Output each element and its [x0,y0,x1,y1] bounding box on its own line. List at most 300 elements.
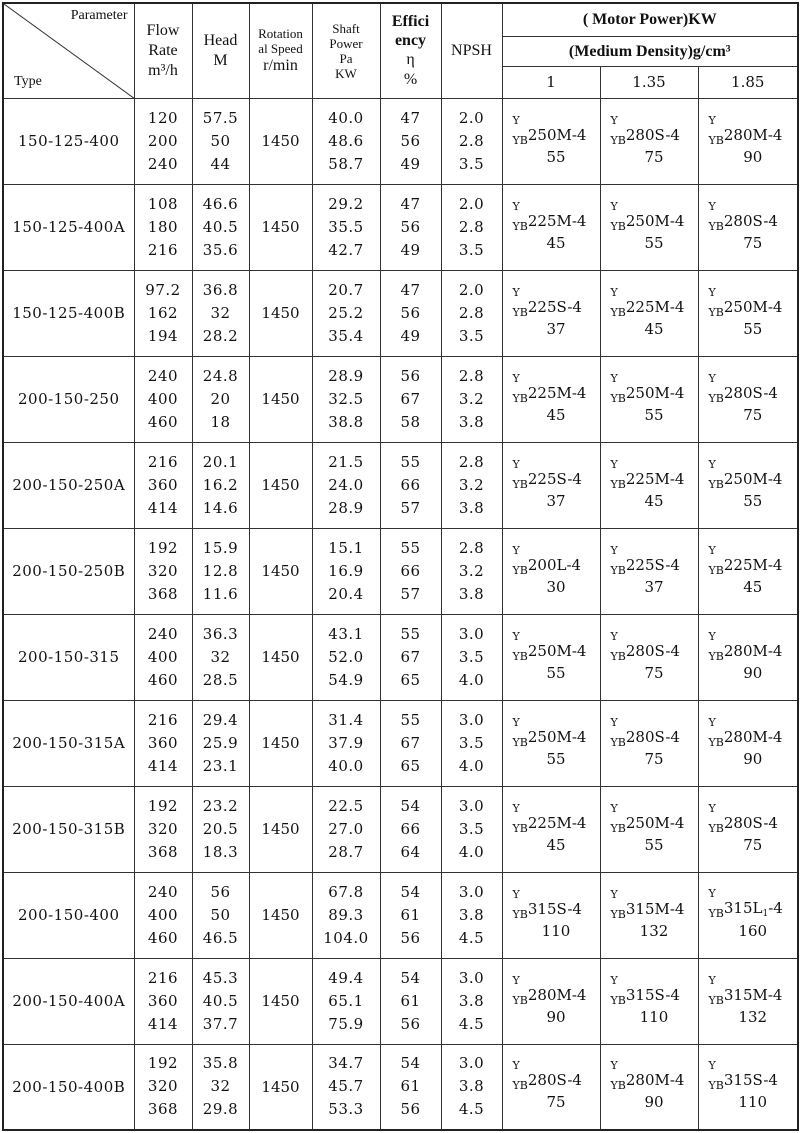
efficiency-cell [380,614,441,700]
motor-power-kw: 55 [644,233,664,252]
head-cell-stack [193,279,249,348]
motor-y-prefix: Y [610,371,618,385]
motor-cell [698,872,798,958]
rotational-speed-cell: 1450 [249,98,312,184]
motor-power-kw: 45 [546,233,566,252]
head-cell-stack [193,623,249,692]
npsh-cell [441,270,502,356]
motor-model: 315M-4 [723,985,783,1004]
flow-rate-cell-value: 192 [147,796,179,815]
efficiency-header-line: η [406,50,415,68]
motor-cell [600,1044,698,1130]
header-corner-cell [3,3,134,98]
motor-yb-prefix: YB [708,391,724,405]
rotational-speed-cell: 1450 [249,270,312,356]
motor-model-line [611,384,685,404]
motor-y-prefix: Y [708,371,716,385]
motor-power-kw: 110 [639,1007,669,1026]
npsh-cell-value: 3.2 [458,389,485,408]
efficiency-cell-stack [381,193,441,262]
flow-rate-cell-value: 460 [147,412,179,431]
npsh-cell [441,98,502,184]
flow-rate-cell-value: 162 [147,303,179,322]
flow-rate-cell-value: 194 [147,326,179,345]
flow-rate-cell [134,356,192,442]
efficiency-cell-value: 61 [400,1077,421,1096]
rotational-speed-header [249,3,312,98]
motor-model-line [709,126,783,146]
shaft-power-cell-value: 52.0 [328,647,364,666]
motor-cell [502,184,600,270]
motor-model-line [513,384,587,404]
motor-model-line [513,556,582,576]
shaft-power-cell-stack [313,451,380,520]
motor-y-prefix: Y [512,801,520,815]
motor-yb-prefix: YB [610,735,626,749]
flow-rate-cell-stack [135,1052,192,1121]
motor-y-prefix: Y [708,113,716,127]
medium-density-header: (Medium Density)g/cm³ [502,36,798,66]
motor-y-prefix: Y [708,801,716,815]
motor-yb-prefix: YB [610,907,626,921]
efficiency-cell-stack [381,537,441,606]
motor-model-line [709,899,783,920]
flow-rate-cell-value: 360 [147,475,179,494]
motor-cell [698,270,798,356]
shaft-power-cell-value: 104.0 [323,928,369,947]
motor-yb-prefix: YB [610,1079,626,1093]
flow-rate-cell-value: 240 [147,366,179,385]
motor-y-prefix: Y [610,285,618,299]
flow-rate-cell [134,442,192,528]
motor-cell [502,270,600,356]
head-cell-value: 18 [210,412,231,431]
efficiency-cell-value: 67 [400,733,421,752]
motor-yb-prefix: YB [512,1079,528,1093]
motor-yb-prefix: YB [708,219,724,233]
motor-model-line [513,298,582,318]
npsh-cell [441,528,502,614]
shaft-power-cell-stack [313,279,380,348]
shaft-power-cell [312,270,380,356]
motor-power-kw: 132 [738,1007,768,1026]
motor-yb-prefix: YB [512,735,528,749]
npsh-cell [441,700,502,786]
motor-power-kw: 110 [541,921,571,940]
rotational-speed-cell: 1450 [249,1044,312,1130]
pump-type-cell: 200-150-400A [3,958,134,1044]
motor-yb-prefix: YB [610,133,626,147]
shaft-power-cell-value: 21.5 [328,452,364,471]
motor-power-kw: 90 [644,1093,664,1112]
motor-cell [600,270,698,356]
motor-yb-prefix: YB [512,305,528,319]
npsh-cell-value: 3.5 [458,326,485,345]
flow-rate-cell-value: 460 [147,670,179,689]
shaft-power-cell [312,700,380,786]
motor-cell [698,528,798,614]
flow-rate-cell-value: 400 [147,905,179,924]
motor-model: 225M-4 [723,555,783,574]
shaft-header-line: Pa [339,50,353,66]
shaft-power-cell-value: 28.7 [328,842,364,861]
head-cell [192,98,249,184]
motor-power-kw: 75 [743,835,763,854]
npsh-cell-value: 2.8 [458,538,485,557]
motor-cell [600,958,698,1044]
npsh-cell-value: 2.0 [458,194,485,213]
flow-rate-cell-value: 320 [147,561,179,580]
motor-cell [600,356,698,442]
motor-cell [502,872,600,958]
head-cell-value: 28.5 [202,670,239,689]
motor-y-prefix: Y [512,973,520,987]
shaft-power-cell [312,442,380,528]
type-label: Type [14,73,42,89]
flow-rate-cell-stack [135,193,192,262]
efficiency-cell-value: 65 [400,756,421,775]
motor-model-line [611,814,685,834]
npsh-cell-value: 3.8 [458,905,485,924]
shaft-power-cell-stack [313,795,380,864]
motor-model: 280S-4 [625,125,680,144]
head-cell-value: 40.5 [202,991,239,1010]
flow-rate-cell-value: 240 [147,624,179,643]
motor-cell [600,98,698,184]
npsh-cell-value: 4.5 [458,1100,485,1119]
motor-model-line [709,298,783,318]
head-header [192,3,249,98]
shaft-power-cell-stack [313,365,380,434]
motor-cell [698,786,798,872]
efficiency-cell-stack [381,967,441,1036]
motor-cell [502,958,600,1044]
shaft-power-cell-value: 65.1 [328,991,364,1010]
motor-model: 250M-4 [527,125,587,144]
efficiency-cell-value: 54 [400,968,421,987]
motor-spec [601,631,698,684]
motor-model-suffix: -4 [768,899,783,917]
npsh-cell [441,442,502,528]
efficiency-cell [380,1044,441,1130]
shaft-power-cell-value: 16.9 [328,561,364,580]
motor-spec [601,975,698,1028]
efficiency-cell [380,872,441,958]
npsh-cell-value: 2.8 [458,452,485,471]
motor-model: 225S-4 [625,555,680,574]
motor-power-kw: 75 [644,663,664,682]
shaft-power-cell [312,356,380,442]
motor-yb-prefix: YB [610,993,626,1007]
shaft-power-cell [312,184,380,270]
efficiency-cell [380,98,441,184]
motor-power-kw: 90 [743,749,763,768]
shaft-power-cell [312,98,380,184]
shaft-power-cell-value: 42.7 [328,240,364,259]
shaft-power-cell-value: 20.4 [328,584,364,603]
motor-y-prefix: Y [512,887,520,901]
motor-model: 280S-4 [723,813,778,832]
motor-model-line [709,1071,778,1091]
pump-type-cell: 150-125-400A [3,184,134,270]
motor-y-prefix: Y [708,457,716,471]
npsh-cell-value: 3.0 [458,796,485,815]
density-1-35-header: 1.35 [600,66,698,98]
motor-model: 250M-4 [625,211,685,230]
motor-y-prefix: Y [512,371,520,385]
pump-type-cell: 150-125-400 [3,98,134,184]
motor-spec [601,889,698,942]
head-cell-value: 57.5 [202,108,239,127]
motor-model: 280M-4 [723,641,783,660]
efficiency-cell-value: 56 [400,1100,421,1119]
npsh-cell-stack [442,107,502,176]
motor-y-prefix: Y [610,113,618,127]
head-cell-stack [193,451,249,520]
head-cell [192,786,249,872]
shaft-power-cell-value: 29.2 [328,194,364,213]
efficiency-cell-value: 56 [400,928,421,947]
flow-header-line: Rate [148,41,178,59]
motor-cell [698,958,798,1044]
motor-spec [503,373,600,426]
motor-yb-prefix: YB [610,477,626,491]
efficiency-cell-value: 57 [400,498,421,517]
rotational-speed-cell: 1450 [249,958,312,1044]
efficiency-header-line: Effici [391,12,430,30]
table-body [3,98,798,1130]
motor-model: 315S-4 [527,899,582,918]
motor-y-prefix: Y [610,715,618,729]
efficiency-cell-value: 65 [400,670,421,689]
rotational-speed-cell: 1450 [249,700,312,786]
npsh-cell-value: 2.8 [458,131,485,150]
speed-header-line: al Speed [258,40,303,56]
npsh-cell-stack [442,795,502,864]
npsh-cell-value: 3.0 [458,624,485,643]
head-cell-value: 46.5 [202,928,239,947]
flow-header-line: m³/h [148,61,178,79]
motor-yb-prefix: YB [708,477,724,491]
motor-power-kw: 55 [743,319,763,338]
head-cell-stack [193,709,249,778]
table-row [3,98,798,184]
motor-spec [601,115,698,168]
flow-rate-cell-stack [135,967,192,1036]
motor-y-prefix: Y [610,543,618,557]
motor-y-prefix: Y [610,629,618,643]
motor-yb-prefix: YB [512,477,528,491]
npsh-cell-value: 4.0 [458,756,485,775]
pump-type-cell: 200-150-250B [3,528,134,614]
motor-yb-prefix: YB [708,563,724,577]
efficiency-cell-stack [381,451,441,520]
head-cell [192,356,249,442]
rotational-speed-cell: 1450 [249,614,312,700]
head-cell [192,528,249,614]
motor-yb-prefix: YB [610,821,626,835]
head-cell [192,1044,249,1130]
motor-model: 225S-4 [527,297,582,316]
shaft-power-cell-value: 67.8 [328,882,364,901]
shaft-power-cell-stack [313,709,380,778]
efficiency-cell-value: 64 [400,842,421,861]
npsh-cell [441,1044,502,1130]
flow-rate-cell-stack [135,279,192,348]
motor-power-kw: 110 [738,1093,768,1112]
motor-model: 225M-4 [527,383,587,402]
efficiency-cell-stack [381,107,441,176]
efficiency-cell-stack [381,279,441,348]
npsh-header: NPSH [441,3,502,98]
npsh-cell-value: 2.8 [458,303,485,322]
head-cell-value: 12.8 [202,561,239,580]
head-cell-value: 35.6 [202,240,239,259]
flow-rate-cell-value: 192 [147,538,179,557]
flow-rate-cell-value: 120 [147,108,179,127]
npsh-cell-value: 2.8 [458,217,485,236]
motor-model: 315S-4 [723,1071,778,1090]
rotational-speed-cell: 1450 [249,786,312,872]
motor-model: 280S-4 [723,383,778,402]
flow-rate-cell-stack [135,881,192,950]
shaft-power-cell-value: 40.0 [328,108,364,127]
flow-rate-cell-value: 240 [147,882,179,901]
motor-yb-prefix: YB [708,649,724,663]
motor-model-line [709,470,783,490]
head-cell-value: 18.3 [202,842,239,861]
motor-cell [600,442,698,528]
head-cell-value: 20.5 [202,819,239,838]
motor-power-kw: 75 [644,749,664,768]
efficiency-cell [380,958,441,1044]
shaft-power-cell-stack [313,623,380,692]
motor-y-prefix: Y [708,973,716,987]
motor-cell [600,872,698,958]
motor-yb-prefix: YB [708,1079,724,1093]
motor-power-kw: 132 [639,921,669,940]
motor-yb-prefix: YB [610,219,626,233]
motor-model-line [611,986,680,1006]
motor-model-line [611,728,680,748]
motor-yb-prefix: YB [708,907,724,920]
motor-y-prefix: Y [512,629,520,643]
speed-header-line: Rotation [258,25,303,41]
shaft-power-cell [312,786,380,872]
npsh-cell-stack [442,451,502,520]
table-row [3,442,798,528]
efficiency-cell-value: 54 [400,796,421,815]
shaft-power-cell-value: 49.4 [328,968,364,987]
motor-cell [698,700,798,786]
head-cell-value: 50 [210,131,231,150]
npsh-cell-value: 2.0 [458,108,485,127]
efficiency-cell-value: 49 [400,240,421,259]
npsh-cell-value: 4.0 [458,842,485,861]
motor-cell [600,786,698,872]
motor-spec [699,373,798,426]
motor-spec [699,803,798,856]
pump-type-cell: 200-150-250 [3,356,134,442]
efficiency-cell-stack [381,365,441,434]
rotational-speed-cell: 1450 [249,442,312,528]
flow-rate-cell-value: 368 [147,584,179,603]
efficiency-cell-value: 61 [400,905,421,924]
shaft-power-cell-value: 27.0 [328,819,364,838]
flow-rate-cell [134,700,192,786]
motor-model-line [611,470,685,490]
shaft-power-cell-stack [313,967,380,1036]
motor-y-prefix: Y [708,629,716,643]
motor-y-prefix: Y [708,715,716,729]
shaft-power-cell [312,614,380,700]
head-cell-value: 46.6 [202,194,239,213]
motor-yb-prefix: YB [708,821,724,835]
flow-rate-cell-value: 192 [147,1054,179,1073]
npsh-cell-value: 3.5 [458,647,485,666]
head-cell-value: 45.3 [202,968,239,987]
motor-model: 225M-4 [625,469,685,488]
shaft-power-cell-value: 75.9 [328,1014,364,1033]
motor-cell [698,1044,798,1130]
motor-model-line [709,556,783,576]
shaft-power-cell-value: 43.1 [328,624,364,643]
motor-model: 250M-4 [527,727,587,746]
motor-spec [601,287,698,340]
head-cell-stack [193,881,249,950]
pump-performance-table [2,2,799,1131]
npsh-cell-value: 3.5 [458,240,485,259]
flow-rate-cell-value: 460 [147,928,179,947]
motor-spec [503,975,600,1028]
pump-type-cell: 200-150-315 [3,614,134,700]
flow-rate-cell-stack [135,795,192,864]
motor-y-prefix: Y [610,1059,618,1073]
shaft-power-cell-value: 54.9 [328,670,364,689]
head-cell-value: 44 [210,154,231,173]
motor-power-kw: 90 [546,1007,566,1026]
shaft-power-cell-stack [313,1052,380,1121]
motor-spec [699,115,798,168]
motor-spec [601,545,698,598]
motor-spec [601,459,698,512]
efficiency-header-line: ency [394,31,427,49]
shaft-power-cell-value: 32.5 [328,389,364,408]
motor-model-line [513,642,587,662]
head-cell-stack [193,795,249,864]
flow-rate-cell [134,184,192,270]
head-header-line: Head [203,31,238,49]
motor-power-kw: 55 [743,491,763,510]
npsh-cell-stack [442,967,502,1036]
shaft-power-cell-value: 22.5 [328,796,364,815]
npsh-cell [441,184,502,270]
table-row [3,872,798,958]
motor-power-kw: 37 [644,577,664,596]
npsh-cell-value: 4.5 [458,1014,485,1033]
motor-model: 225M-4 [527,211,587,230]
head-cell-value: 50 [210,905,231,924]
flow-rate-cell-value: 320 [147,1077,179,1096]
table-row [3,700,798,786]
motor-spec [699,888,798,942]
motor-cell [600,184,698,270]
pump-type-cell: 200-150-250A [3,442,134,528]
npsh-cell-stack [442,709,502,778]
motor-yb-prefix: YB [708,735,724,749]
shaft-power-cell-stack [313,107,380,176]
motor-spec [503,717,600,770]
